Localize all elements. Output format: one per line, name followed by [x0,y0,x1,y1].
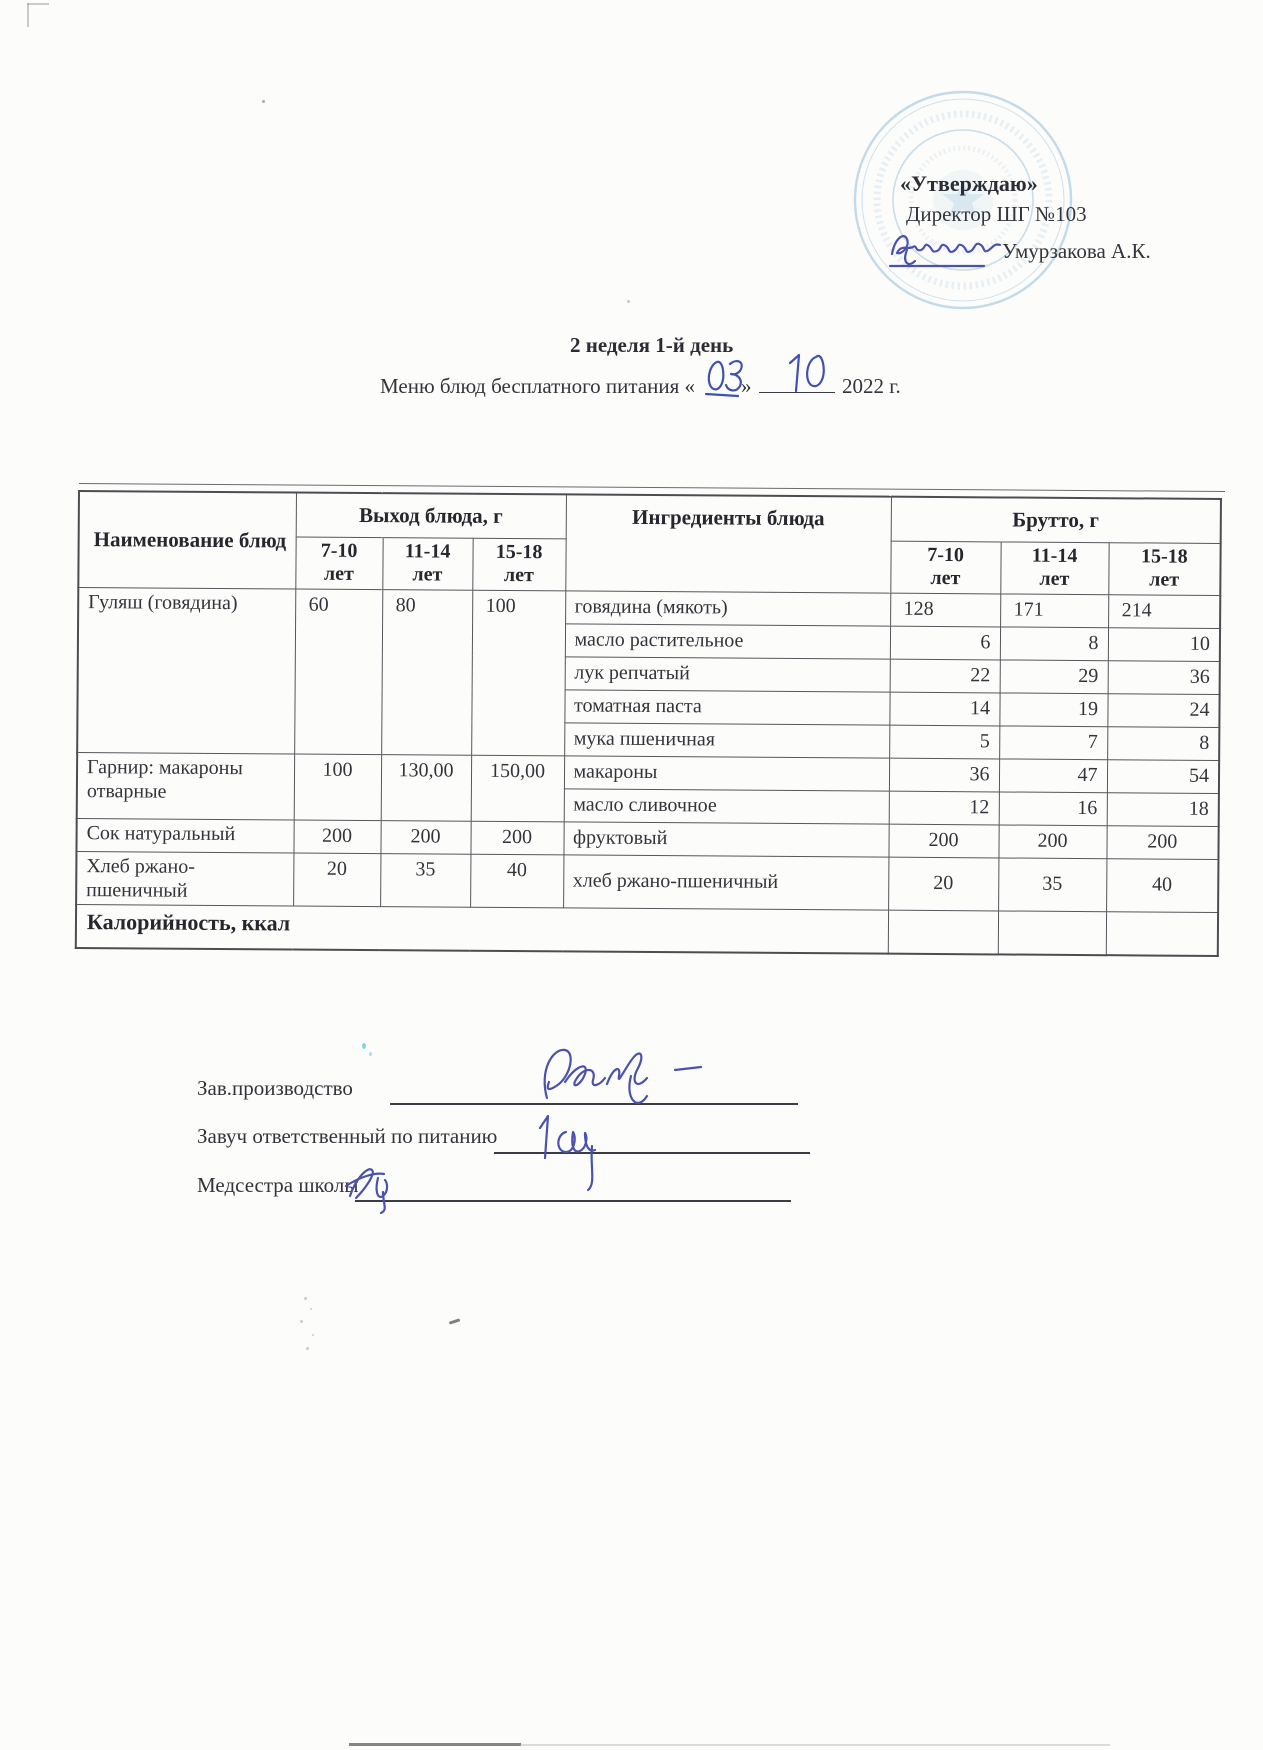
gross-value-cell: 200 [888,824,998,858]
age-col-header: 11-14 лет [1000,541,1108,594]
age-col-header: 15-18 лет [1108,542,1220,595]
gross-value-cell: 36 [889,758,999,792]
nutrition-deputy-signature-ink [522,1106,622,1194]
menu-row [76,851,1218,912]
scan-speck [304,1297,307,1300]
gross-value-cell: 8 [1000,626,1108,660]
scan-edge-line [349,1743,521,1746]
output-value-cell: 150,00 [471,755,564,822]
gross-value-cell: 10 [1108,627,1220,661]
label-production-manager: Зав.производство [197,1076,353,1100]
output-value-cell: 100 [471,590,565,756]
scan-speck [306,1347,309,1350]
dish-name-cell: Хлеб ржано-пшеничный [76,851,293,906]
label-school-nurse: Медсестра школы [197,1173,359,1197]
ingredient-name-cell: фруктовый [563,821,888,856]
approval-heading: «Утверждаю» [900,171,1038,196]
age-col-header: 15-18 лет [472,538,565,591]
signature-line-school-nurse [355,1200,791,1202]
ingredient-name-cell: масло растительное [565,623,890,658]
gross-value-cell: 8 [1107,726,1219,760]
output-value-cell: 20 [293,853,380,907]
ingredient-name-cell: хлеб ржано-пшеничный [563,854,888,909]
scan-speck [27,3,49,5]
scan-speck [27,3,29,27]
dish-name-cell: Сок натуральный [76,818,293,853]
age-col-header: 7-10 лет [890,541,1000,594]
director-signature-ink [888,224,1006,274]
calories-empty-cell [1106,911,1218,956]
gross-value-cell: 19 [999,692,1107,726]
gross-value-cell: 24 [1107,693,1219,727]
ingredient-name-cell: томатная паста [564,689,889,724]
calories-empty-cell [998,910,1106,955]
gross-value-cell: 5 [889,725,999,759]
gross-value-cell: 40 [1106,858,1218,912]
approval-director-line: Директор ШГ №103 [906,202,1087,226]
menu-table [75,490,1222,957]
handwritten-day-ink [702,356,754,402]
age-col-header: 11-14 лет [382,537,472,590]
scan-mark [449,1318,460,1324]
col-header-gross: Брутто, г [891,497,1221,543]
menu-title-year: 2022 г. [842,374,901,398]
gross-value-cell: 16 [999,791,1107,825]
ingredient-name-cell: мука пшеничная [564,722,889,757]
gross-value-cell: 36 [1108,660,1220,694]
gross-value-cell: 7 [999,725,1107,759]
calories-empty-cell [888,910,998,955]
scan-speck-cyan [369,1052,372,1056]
gross-value-cell: 6 [890,626,1000,660]
gross-value-cell: 18 [1107,792,1219,826]
menu-row [78,587,1220,628]
scan-speck [300,1320,303,1323]
scan-speck [262,100,265,103]
scan-speck [627,300,630,303]
output-value-cell: 130,00 [381,754,471,821]
label-nutrition-deputy: Завуч ответственный по питанию [197,1124,498,1148]
gross-value-cell: 128 [890,593,1000,627]
ingredient-name-cell: макароны [564,755,889,790]
menu-title-prefix: Меню блюд бесплатного питания « [380,374,696,398]
ingredient-name-cell: масло сливочное [564,788,889,823]
calories-label-cell: Калорийность, ккал [76,904,888,954]
output-value-cell: 80 [381,589,472,755]
gross-value-cell: 20 [888,857,998,911]
scan-speck [312,1334,314,1336]
week-day-title: 2 неделя 1-й день [570,333,734,357]
col-header-dish-name: Наименование блюд [78,491,296,589]
gross-value-cell: 54 [1107,759,1219,793]
ingredient-name-cell: лук репчатый [565,656,890,691]
output-value-cell: 200 [293,820,380,854]
school-nurse-signature-ink [336,1158,404,1214]
menu-title-quote-close: » [741,374,752,398]
gross-value-cell: 47 [999,758,1107,792]
scan-speck-cyan [362,1043,366,1049]
gross-value-cell: 171 [1000,593,1108,627]
output-value-cell: 200 [470,821,563,855]
menu-table-body [76,587,1221,956]
gross-value-cell: 12 [889,791,999,825]
gross-value-cell: 35 [998,857,1106,911]
col-header-ingredients: Ингредиенты блюда [565,494,891,592]
gross-value-cell: 22 [890,659,1000,693]
dish-name-cell: Гуляш (говядина) [77,587,295,754]
gross-value-cell: 200 [998,824,1106,858]
gross-value-cell: 200 [1106,825,1218,859]
gross-value-cell: 14 [889,692,999,726]
output-value-cell: 100 [294,754,381,821]
ingredient-name-cell: говядина (мякоть) [565,590,890,625]
scan-speck [310,1308,312,1310]
menu-row [77,752,1219,793]
header-row-groups [79,491,1221,543]
menu-table-wrap [75,490,1220,957]
gross-value-cell: 214 [1108,594,1220,628]
calories-row [76,904,1218,956]
output-value-cell: 40 [470,854,563,908]
school-round-stamp [851,88,1075,312]
age-col-header: 7-10 лет [295,537,382,590]
dish-name-cell: Гарнир: макароны отварные [77,752,294,820]
handwritten-month-ink [778,349,832,399]
output-value-cell: 200 [380,820,470,854]
col-header-output: Выход блюда, г [296,493,566,539]
output-value-cell: 60 [294,589,382,755]
director-name: Умурзакова А.К. [1002,239,1151,263]
output-value-cell: 35 [380,853,470,907]
gross-value-cell: 29 [1000,659,1108,693]
scan-edge-line [520,1744,1110,1746]
